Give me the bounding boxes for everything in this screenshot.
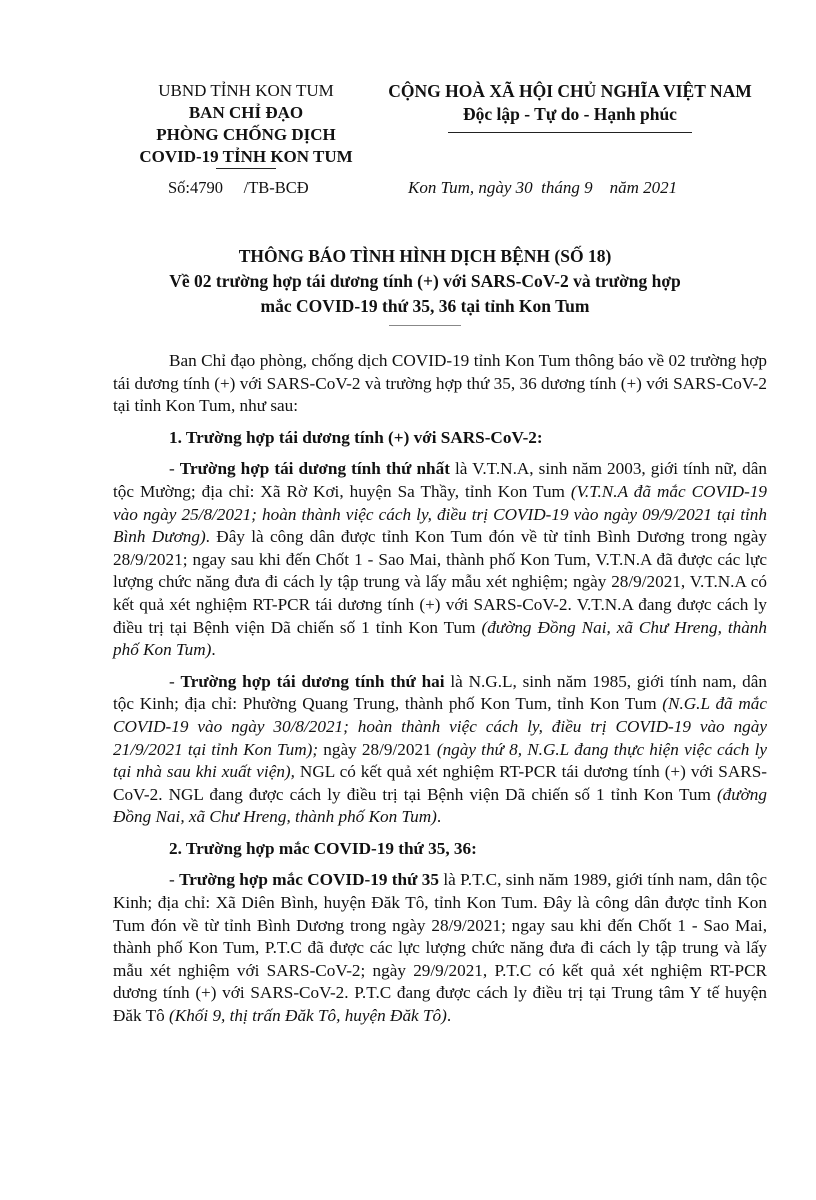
- agency-line-2: BAN CHỈ ĐẠO: [188, 103, 304, 122]
- case-1-lead: Trường hợp tái dương tính thứ nhất: [179, 459, 450, 479]
- date-line: Kon Tum, ngày 30 tháng 9 năm 2021: [408, 178, 678, 197]
- intro-paragraph: Ban Chỉ đạo phòng, chống dịch COVID-19 tỉnh Kon Tum thông báo về 02 trường hợp tái dương tính (+) với SARS-CoV-2 và trường hợp thứ 35, 36 dương tính (+) với SARS-CoV-2 tại tỉnh Kon Tum, như sau:: [113, 351, 767, 416]
- section-2-heading: 2. Trường hợp mắc COVID-19 thứ 35, 36:: [169, 838, 477, 858]
- document-number: Số:4790 /TB-BCĐ: [168, 178, 309, 197]
- case-1-italic-1: (V.T.N.A đã mắc COVID-19 vào ngày 25/8/2021; hoàn thành việc cách ly, điều trị COVID-19 vào ngày 09/9/2021 tại tỉnh Bình Dương): [113, 481, 768, 547]
- case-2-paragraph: [113, 671, 767, 829]
- document-title: [100, 244, 750, 326]
- case-2-italic-3: (đường Đồng Nai, xã Chư Hreng, thành phố Kon Tum): [113, 784, 767, 827]
- national-motto: Độc lập - Tự do - Hạnh phúc: [463, 104, 677, 124]
- case-1-end: .: [211, 640, 216, 660]
- title-line-2: Về 02 trường hợp tái dương tính (+) với SARS-CoV-2 và trường hợp: [169, 271, 681, 291]
- agency-line-1: UBND TỈNH KON TUM: [158, 81, 334, 100]
- national-name: CỘNG HOÀ XÃ HỘI CHỦ NGHĨA VIỆT NAM: [388, 81, 752, 101]
- title-underline: [389, 325, 461, 326]
- case-2-text-2: ngày 28/9/2021: [318, 739, 437, 759]
- title-line-3: mắc COVID-19 thứ 35, 36 tại tỉnh Kon Tum: [260, 296, 590, 316]
- title-line-1: THÔNG BÁO TÌNH HÌNH DỊCH BỆNH (SỐ 18): [238, 246, 612, 266]
- case-2-end: .: [436, 807, 442, 827]
- case-3-text-1: là P.T.C, sinh năm 1989, giới tính nam, dân tộc Kinh; địa chỉ: Xã Diên Bình, huyện Đăk Tô, tỉnh Kon Tum. Đây là công dân được tỉnh Kon Tum đón về từ tỉnh Bình Dương trong ngày 28/9/2021; ngay sau khi đến Chốt 1 - Sao Mai, thành phố Kon Tum, P.T.C đã được các lực lượng chức năng đưa đi cách ly tập trung và lấy mẫu xét nghiệm với SARS-CoV-2; ngày 29/9/2021, P.T.C có kết quả xét nghiệm RT-PCR dương tính (+) với SARS-CoV-2. P.T.C đang được cách ly điều trị tại Trung tâm Y tế huyện Đăk Tô: [113, 870, 767, 1026]
- agency-line-3: PHÒNG CHỐNG DỊCH: [156, 125, 336, 144]
- motto-underline: [448, 132, 692, 133]
- agency-line-4: COVID-19 TỈNH KON TUM: [139, 147, 353, 166]
- case-2-italic-1: (N.G.L đã mắc COVID-19 vào ngày 30/8/2021; hoàn thành việc cách ly, điều trị COVID-19 vào ngày 21/9/2021 tại tỉnh Kon Tum);: [113, 694, 767, 759]
- case-2-italic-2: (ngày thứ 8, N.G.L đang thực hiện việc cách ly tại nhà sau khi xuất viện),: [113, 739, 767, 782]
- case-1-dash: -: [169, 459, 180, 479]
- case-3-dash: -: [169, 870, 180, 890]
- case-2-text-3: NGL có kết quả xét nghiệm RT-PCR tái dương tính (+) với SARS-CoV-2. NGL đang được cách ly điều trị tại Bệnh viện Dã chiến số 1 tỉnh Kon Tum: [113, 762, 767, 804]
- agency-underline: [216, 168, 276, 169]
- document-body: [113, 350, 767, 1028]
- section-1-heading: 1. Trường hợp tái dương tính (+) với SARS-CoV-2:: [169, 427, 543, 447]
- national-motto-block: [370, 80, 770, 133]
- case-3-italic-1: (Khối 9, thị trấn Đăk Tô, huyện Đăk Tô): [169, 1006, 447, 1026]
- case-1-italic-2: (đường Đồng Nai, xã Chư Hreng, thành phố Kon Tum): [113, 617, 767, 660]
- case-1-paragraph: [113, 458, 767, 661]
- case-3-paragraph: [113, 869, 767, 1027]
- issuing-agency-block: [118, 80, 374, 169]
- case-1-text-1: là V.T.N.A, sinh năm 2003, giới tính nữ, dân tộc Mường; địa chỉ: Xã Rờ Kơi, huyện Sa Thầy, tỉnh Kon Tum: [113, 459, 767, 501]
- case-2-lead: Trường hợp tái dương tính thứ hai: [180, 671, 445, 691]
- case-1-text-2: . Đây là công dân được tỉnh Kon Tum đón về từ tỉnh Bình Dương trong ngày 28/9/2021; ngay sau khi đến Chốt 1 - Sao Mai, thành phố Kon Tum, V.T.N.A đã được các lực lượng chức năng đưa đi cách ly tập trung và lấy mẫu xét nghiệm; ngày 28/9/2021, V.T.N.A có kết quả xét nghiệm RT-PCR tái dương tính (+) với SARS-CoV-2. V.T.N.A đang được cách ly điều trị tại Bệnh viện Dã chiến số 1 tỉnh Kon Tum: [113, 527, 767, 637]
- case-3-end: .: [446, 1006, 452, 1026]
- case-2-text-1: là N.G.L, sinh năm 1985, giới tính nam, dân tộc Kinh; địa chỉ: Phường Quang Trung, thành phố Kon Tum, tỉnh Kon Tum: [113, 671, 767, 714]
- case-2-dash: -: [169, 671, 181, 691]
- case-3-lead: Trường hợp mắc COVID-19 thứ 35: [179, 870, 439, 890]
